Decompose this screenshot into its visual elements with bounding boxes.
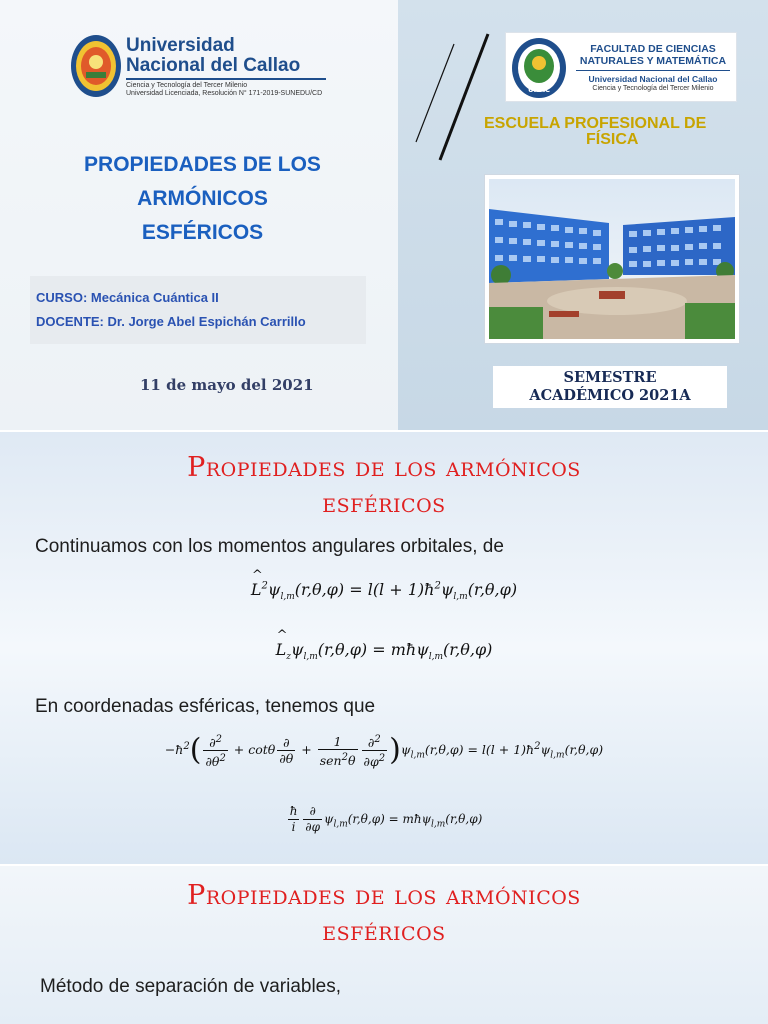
university-motto: Ciencia y Tecnología del Tercer Milenio xyxy=(126,82,248,89)
presentation-title xyxy=(30,148,375,250)
slide-title xyxy=(0,878,768,950)
faculty-seal-icon xyxy=(510,36,568,100)
semester-line1: SEMESTRE xyxy=(563,369,657,386)
title-slide xyxy=(0,0,768,430)
slide-title xyxy=(0,450,768,522)
semester-badge xyxy=(493,366,727,408)
university-license: Universidad Licenciada, Resolución N° 171-2019-SUNEDU/CD xyxy=(126,90,323,97)
spherical-text: En coordenadas esféricas, tenemos que xyxy=(35,696,376,717)
university-name xyxy=(126,36,326,98)
university-divider xyxy=(126,78,326,80)
presentation-title-line1: PROPIEDADES DE LOS xyxy=(84,153,321,176)
equation-l-squared: ^ $L^2\psi_{l,m}(r,\theta,\varphi) = l(l$ + $1)ħ^2\psi_{l,m}(r,\theta,\varphi)$ xyxy=(0,580,768,602)
equation-lz: ^ $L_z\psi_{l,m}(r,\theta,\varphi)$ = mħψ$_{l,m}$(r,θ,φ) xyxy=(0,640,768,662)
slide-title-line1: Propiedades de los armónicos xyxy=(187,452,581,483)
campus-photo xyxy=(484,174,740,344)
diagonal-lines-decoration xyxy=(410,30,490,170)
presentation-title-line3: ESFÉRICOS xyxy=(141,221,264,244)
course-name: CURSO: Mecánica Cuántica II xyxy=(36,290,219,305)
slide-title-line2: esféricos xyxy=(322,488,446,519)
semester-line2: ACADÉMICO 2021A xyxy=(529,387,691,404)
slide-title-line1: Propiedades de los armónicos xyxy=(187,880,581,911)
faculty-seal-label: UNAC xyxy=(527,86,551,94)
instructor-name: DOCENTE: Dr. Jorge Abel Espichán Carrillo xyxy=(36,314,306,329)
presentation-title-line2: ARMÓNICOS xyxy=(137,187,268,210)
campus-building-image xyxy=(489,179,735,339)
faculty-divider xyxy=(576,70,730,71)
faculty-motto: Ciencia y Tecnología del Tercer Milenio xyxy=(592,85,714,92)
slide-title-line2: esféricos xyxy=(322,916,446,947)
faculty-banner xyxy=(505,32,737,102)
faculty-name-line1: FACULTAD DE CIENCIAS xyxy=(590,43,716,55)
faculty-text xyxy=(572,43,734,93)
equation-spherical-l-squared: $-ħ^2$( $\frac{\partial^2}{\partial\theta^2}$ + cotθ $\frac{\partial}{\partial\theta}$ + $\frac{1}{sen^2\theta}$ $\frac{\partial^2}{\partial\varphi^2}$ )$\psi_{l,m}(r,\theta,\varphi) = l(l$ + $1)ħ^2\psi_{l,m}(r,\theta,\varphi)$ xyxy=(164,732,604,770)
equation-spherical-lz: $\frac{ħ}{i}$ $\frac{\partial}{\partial\varphi}$ $\psi_{l,m}(r,\theta,\varphi)$ = mħψ$_{l,m}$(r,θ,φ) xyxy=(289,804,483,834)
intro-text: Continuamos con los momentos angulares orbitales, de xyxy=(35,536,504,557)
faculty-university: Universidad Nacional del Callao xyxy=(588,74,718,84)
content-slide-2 xyxy=(0,866,768,1024)
method-text: Método de separación de variables, xyxy=(40,976,342,997)
school-name xyxy=(484,116,754,148)
university-seal-icon xyxy=(70,34,122,98)
university-name-line1: Universidad xyxy=(126,35,235,56)
course-info-box xyxy=(30,276,366,344)
university-name-line2: Nacional del Callao xyxy=(126,55,301,76)
school-name-line2: FÍSICA xyxy=(586,131,639,148)
school-name-line1: ESCUELA PROFESIONAL DE xyxy=(484,115,707,132)
presentation-date: 11 de mayo del 2021 xyxy=(140,376,314,394)
faculty-name-line2: NATURALES Y MATEMÁTICA xyxy=(579,55,727,67)
content-slide-1 xyxy=(0,432,768,864)
